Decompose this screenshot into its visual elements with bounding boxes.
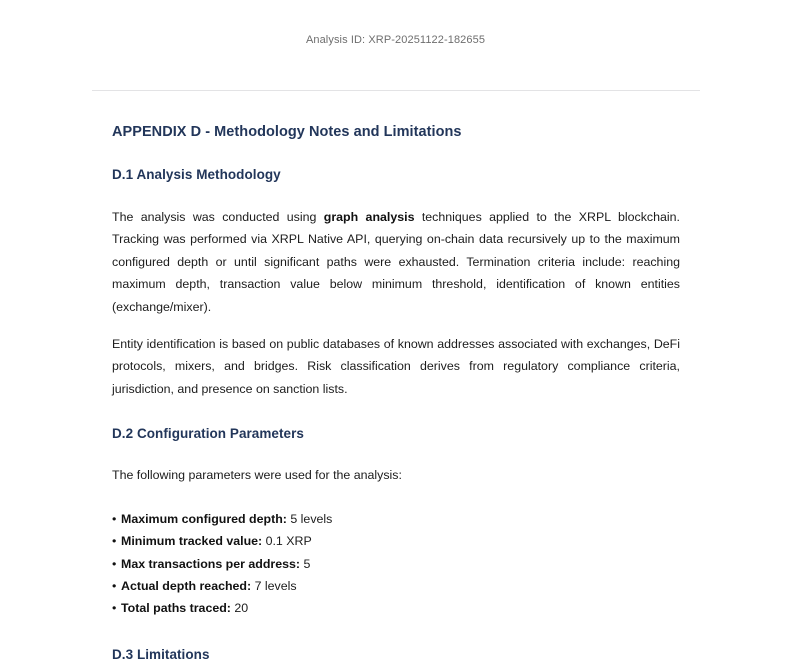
section-heading-d2: D.2 Configuration Parameters: [112, 426, 304, 442]
parameter-value: 5: [300, 556, 311, 571]
paragraph-d1-bold-term: graph analysis: [323, 210, 415, 224]
bullet-icon: •: [112, 578, 117, 593]
appendix-title: APPENDIX D - Methodology Notes and Limitations: [112, 124, 462, 140]
parameter-label: Actual depth reached:: [121, 578, 252, 593]
list-item: [112, 508, 680, 530]
parameter-label: Total paths traced:: [121, 601, 231, 616]
spacer: [112, 486, 680, 508]
configuration-parameters-list: [112, 508, 680, 619]
document-content: [112, 122, 680, 664]
paragraph-d1-text-after-bold: techniques applied to the XRPL blockchain. Tracking was performed via XRPL Native API, querying on-chain data recursively up to the maximum configured depth or until significant paths were exhausted. Termination criteria include: reaching maximum depth, transaction value below minimum threshold, identification of known entities (exchange/mixer).: [112, 210, 680, 314]
spacer: [112, 443, 680, 464]
section-heading-d1: D.1 Analysis Methodology: [112, 167, 281, 182]
list-item: [112, 597, 680, 619]
spacer: [112, 142, 680, 165]
paragraph-d1-entity-identification: Entity identification is based on public databases of known addresses associated with exchanges, DeFi protocols, mixers, and bridges. Risk classification derives from regulatory compliance criteria, jurisdiction, and presence on sanction lists.: [112, 337, 680, 396]
list-item: [112, 553, 680, 575]
spacer: [112, 619, 680, 645]
parameter-label: Max transactions per address:: [121, 556, 301, 571]
parameter-value: 5 levels: [286, 512, 333, 527]
list-item: [112, 575, 680, 597]
section-heading-d3: D.3 Limitations: [112, 647, 210, 663]
paragraph-d2-lead-in: The following parameters were used for the analysis:: [112, 468, 402, 483]
paragraph-d1-text-before-bold: The analysis was conducted using: [112, 210, 324, 224]
bullet-icon: •: [112, 601, 117, 616]
spacer: [112, 184, 680, 206]
bullet-icon: •: [112, 512, 117, 527]
running-header-analysis-id: Analysis ID: XRP-20251122-182655: [305, 34, 486, 46]
spacer: [112, 318, 680, 333]
parameter-label: Maximum configured depth:: [121, 512, 287, 527]
header-divider-rule: [92, 90, 700, 91]
parameter-label: Minimum tracked value:: [121, 534, 263, 549]
parameter-value: 7 levels: [251, 578, 297, 593]
spacer: [112, 400, 680, 424]
bullet-icon: •: [112, 534, 117, 549]
parameter-value: 20: [230, 601, 249, 616]
bullet-icon: •: [112, 556, 117, 571]
parameter-value: 0.1 XRP: [262, 534, 312, 549]
paragraph-d1-methodology: [112, 206, 680, 318]
list-item: [112, 530, 680, 552]
